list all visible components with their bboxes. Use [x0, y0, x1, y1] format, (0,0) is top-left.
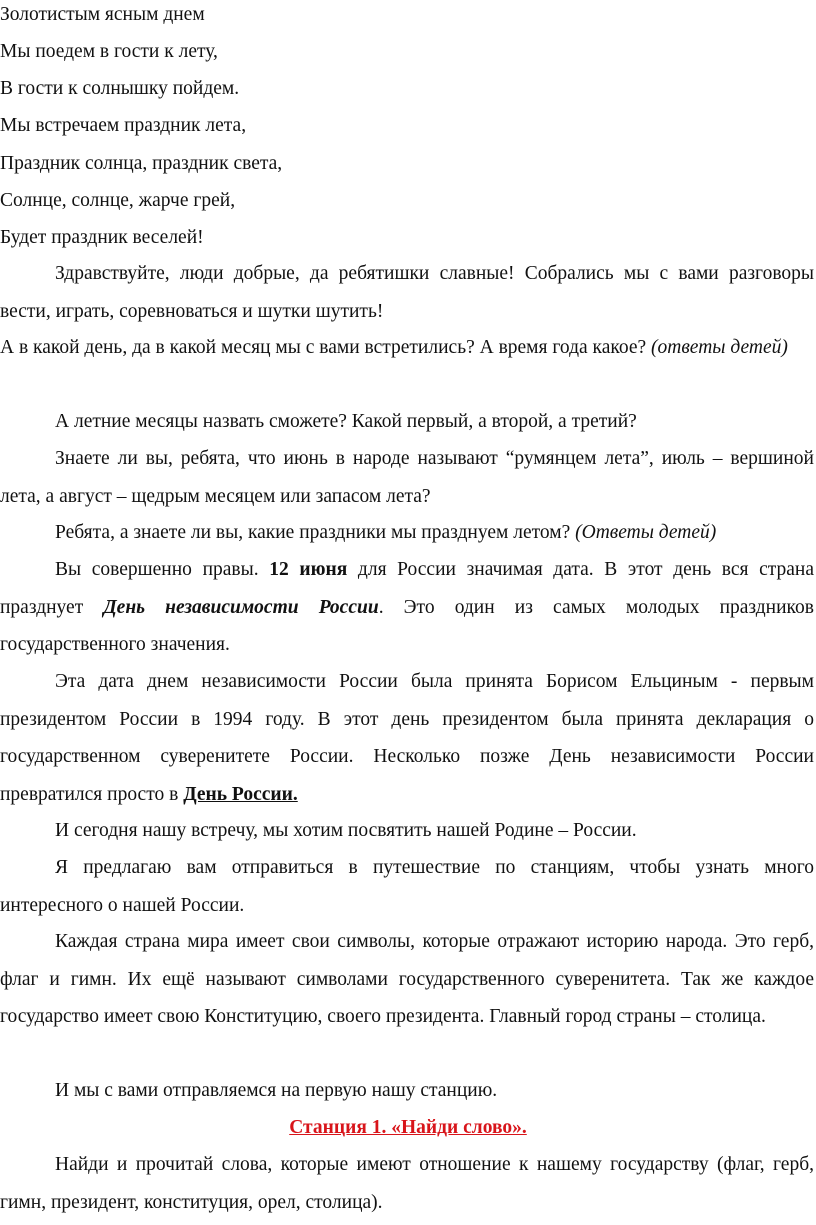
right-text-3: . Это один из самых молодых праздников государственного значения. [0, 596, 814, 655]
right-date: 12 июня [269, 559, 348, 580]
station-title: Станция 1. «Найди слово». [289, 1117, 527, 1138]
paragraph-know: Знаете ли вы, ребята, что июнь в народе называют “румянцем лета”, июль – вершиной лета, а август – щедрым месяцем или запасом лета? [0, 448, 814, 507]
poem-line: Солнце, солнце, жарче грей, [0, 190, 236, 211]
right-holiday: День независимости России [103, 596, 379, 618]
right-text-2: для России значимая дата. В этот день вся страна празднует [0, 559, 815, 618]
poem-line: В гости к солнышку пойдем. [0, 78, 240, 99]
station-heading [0, 1116, 816, 1140]
poem-line: Будет праздник веселей! [0, 227, 204, 248]
paragraph-symbols: Каждая страна мира имеет свои символы, которые отражают историю народа. Это герб, флаг и гимн. Их ещё называют символами государственного суверенитета. Так же каждое государство имеет свою Конституцию, своего президента. Главный город страны – столица. [0, 931, 814, 1027]
paragraph-journey: Я предлагаю вам отправиться в путешествие по станциям, чтобы узнать много интересного о нашей России. [0, 857, 814, 916]
history-text: Эта дата днем независимости России была принята Борисом Ельциным - первым президентом России в 1994 году. В этот день президентом была принята декларация о государственном суверенитете России. Несколько позже День независимости России превратился просто в [0, 671, 814, 805]
paragraph-history [0, 663, 814, 813]
holidays-note: (Ответы детей) [575, 522, 717, 543]
paragraph-holidays [0, 514, 814, 552]
paragraph-today: И сегодня нашу встречу, мы хотим посвятить нашей Родине – России. [55, 820, 637, 841]
paragraph-task: Найди и прочитай слова, которые имеют отношение к нашему государству (флаг, герб, гимн, президент, конституция, орел, столица). [0, 1154, 814, 1213]
right-text-1: Вы совершенно правы. [55, 559, 270, 580]
question-text: А в какой день, да в какой месяц мы с вами встретились? А время года какое? [0, 337, 652, 358]
paragraph-first-station: И мы с вами отправляемся на первую нашу станцию. [55, 1080, 498, 1101]
holidays-text: Ребята, а знаете ли вы, какие праздники мы празднуем летом? [55, 522, 576, 543]
history-holiday: День России. [183, 783, 298, 805]
poem-line: Праздник солнца, праздник света, [0, 153, 283, 174]
poem-line: Мы поедем в гости к лету, [0, 41, 218, 62]
poem-line: Мы встречаем праздник лета, [0, 115, 247, 136]
question-note: (ответы детей) [651, 337, 788, 358]
paragraph-greeting: Здравствуйте, люди добрые, да ребятишки славные! Собрались мы с вами разговоры вести, играть, соревноваться и шутки шутить! [0, 263, 814, 322]
paragraph-question [0, 329, 814, 367]
paragraph-right [0, 551, 814, 664]
paragraph-months: А летние месяцы назвать сможете? Какой первый, а второй, а третий? [55, 411, 637, 432]
poem-line: Золотистым ясным днем [0, 4, 205, 25]
